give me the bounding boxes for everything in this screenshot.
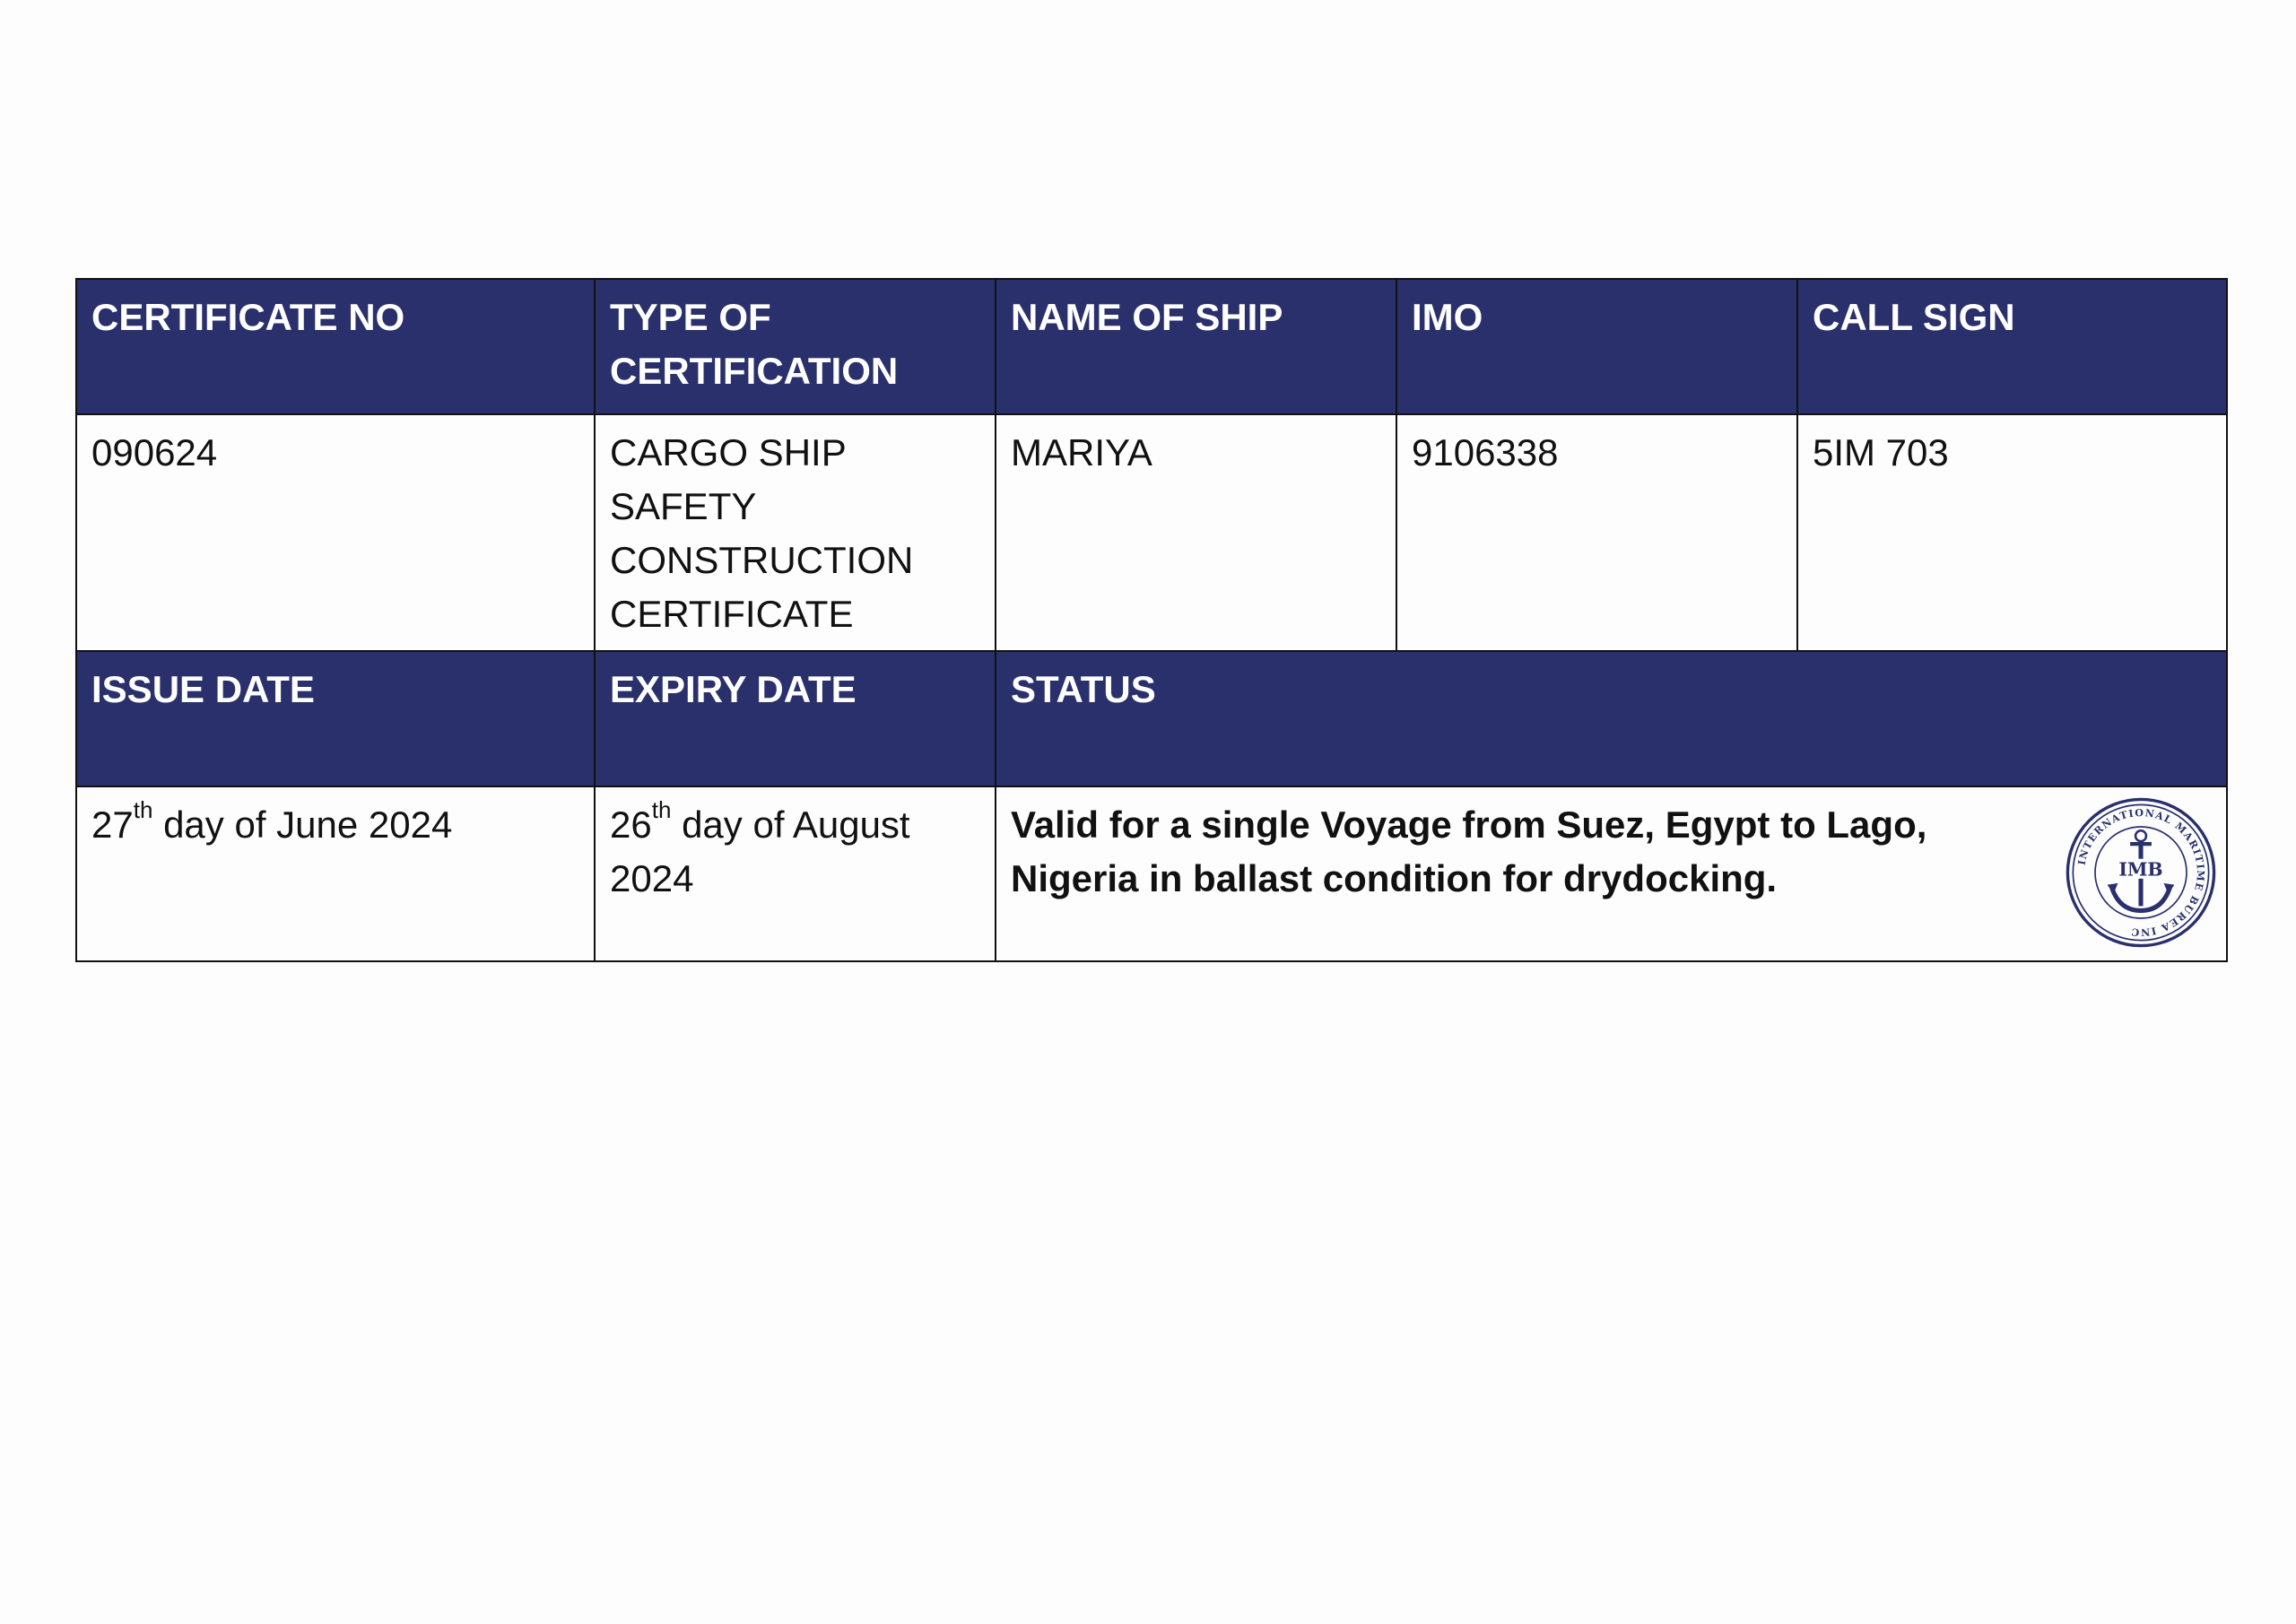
expiry-date-rest: day of August 2024 <box>610 803 910 899</box>
expiry-date-value <box>595 786 996 961</box>
header-expiry-date: EXPIRY DATE <box>595 651 996 786</box>
header-status: STATUS <box>996 651 2227 786</box>
values-row-1 <box>76 414 2227 651</box>
imo-value: 9106338 <box>1396 414 1797 651</box>
call-sign-value: 5IM 703 <box>1797 414 2227 651</box>
header-type-of-certification: TYPE OF CERTIFICATION <box>595 279 996 414</box>
certificate-no-value: 090624 <box>76 414 595 651</box>
header-row-2 <box>76 651 2227 786</box>
svg-text:IMB: IMB <box>2118 858 2163 881</box>
header-name-of-ship: NAME OF SHIP <box>996 279 1396 414</box>
header-issue-date: ISSUE DATE <box>76 651 595 786</box>
status-text: Valid for a single Voyage from Suez, Egypt to Lago, Nigeria in ballast condition for drydocking. <box>1011 803 1927 899</box>
issue-date-suffix: th <box>133 796 153 823</box>
status-value <box>996 786 2227 961</box>
header-call-sign: CALL SIGN <box>1797 279 2227 414</box>
header-row-1 <box>76 279 2227 414</box>
type-of-certification-value: CARGO SHIP SAFETY CONSTRUCTION CERTIFICATE <box>595 414 996 651</box>
expiry-date-day: 26 <box>610 803 652 846</box>
expiry-date-suffix: th <box>651 796 672 823</box>
values-row-2 <box>76 786 2227 961</box>
issue-date-day: 27 <box>91 803 134 846</box>
certificate-table <box>75 278 2228 962</box>
svg-text:INTERNATIONAL MARITIME BUREA I: INTERNATIONAL MARITIME BUREA INC <box>2075 807 2207 939</box>
issue-date-rest: day of June 2024 <box>152 803 453 846</box>
name-of-ship-value: MARIYA <box>996 414 1396 651</box>
issue-date-value <box>76 786 595 961</box>
header-certificate-no: CERTIFICATE NO <box>76 279 595 414</box>
header-imo: IMO <box>1396 279 1797 414</box>
anchor-seal-icon <box>2065 796 2217 949</box>
